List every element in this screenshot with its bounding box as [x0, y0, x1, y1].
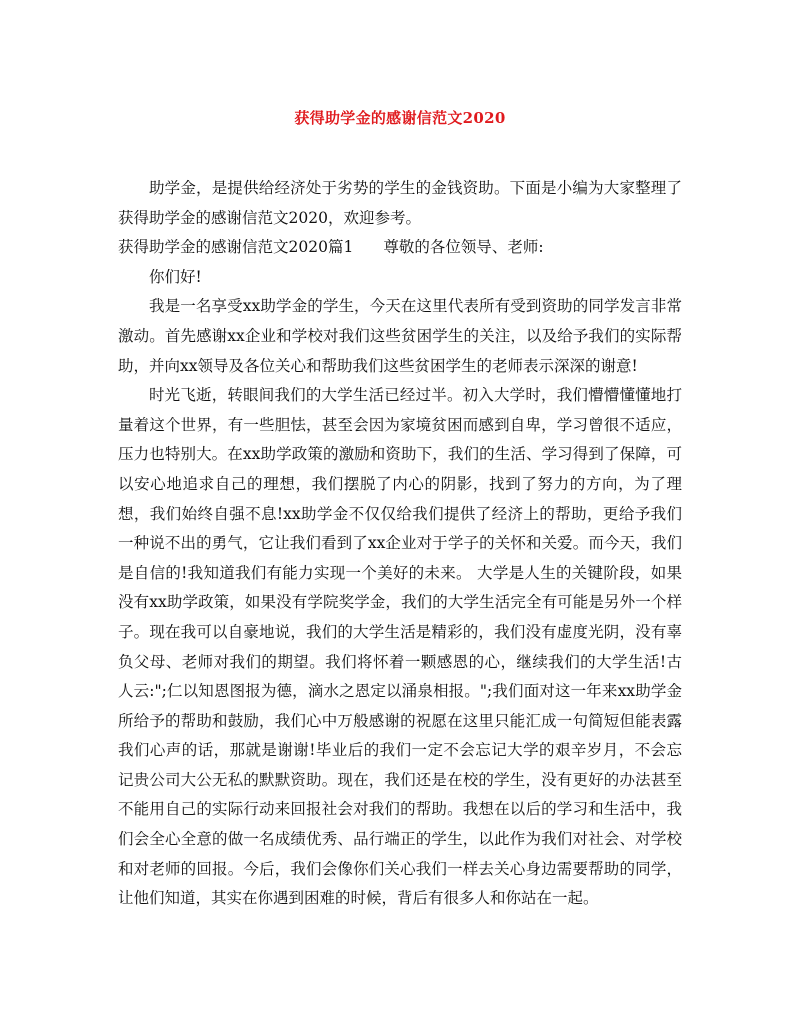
- greeting: 你们好!: [149, 267, 202, 286]
- body-paragraph-2: 时光飞逝，转眼间我们的大学生活已经过半。初入大学时，我们懵懵懂懂地打量着这个世界，有一些胆怯，甚至会因为家境贫困而感到自卑，学习曾很不适应，压力也特别大。在xx助学政策的激励和资助下，我们的生活、学习得到了保障，可以安心地追求自己的理想，我们摆脱了内心的阴影，找到了努力的方向，为了理想，我们始终自强不息!xx助学金不仅仅给我们提供了经济上的帮助，更给予我们一种说不出的勇气，它让我们看到了xx企业对于学子的关怀和关爱。而今天，我们是自信的!我知道我们有能力实现一个美好的未来。 大学是人生的关键阶段，如果没有xx助学政策，如果没有学院奖学金，我们的大学生活完全有可能是另外一个样子。现在我可以自豪地说，我们的大学生活是精彩的，我们没有虚度光阴，没有辜负父母、老师对我们的期望。我们将怀着一颗感恩的心，继续我们的大学生活!古人云:";仁以知恩图报为德，滴水之恩定以涌泉相报。";我们面对这一年来xx助学金所给予的帮助和鼓励，我们心中万般感谢的祝愿在这里只能汇成一句简短但能表露我们心声的话，那就是谢谢!毕业后的我们一定不会忘记大学的艰辛岁月，不会忘记贵公司大公无私的默默资助。现在，我们还是在校的学生，没有更好的办法甚至不能用自己的实际行动来回报社会对我们的帮助。我想在以后的学习和生活中，我们会全心全意的做一名成绩优秀、品行端正的学生，以此作为我们对社会、对学校和对老师的回报。今后，我们会像你们关心我们一样去关心身边需要帮助的同学，让他们知道，其实在你遇到困难的时候，背后有很多人和你站在一起。: [118, 386, 682, 908]
- intro-paragraph: 助学金，是提供给经济处于劣势的学生的金钱资助。下面是小编为大家整理了获得助学金的感谢信范文2020，欢迎参考。: [118, 179, 682, 227]
- section-heading: 获得助学金的感谢信范文2020篇1: [118, 238, 354, 257]
- section-heading-line: [118, 233, 682, 263]
- document-title: 获得助学金的感谢信范文2020: [294, 109, 506, 127]
- salutation: 尊敬的各位领导、老师:: [383, 238, 544, 257]
- body-paragraph-1: 我是一名享受xx助学金的学生，今天在这里代表所有受到资助的同学发言非常激动。首先感谢xx企业和学校对我们这些贫困学生的关注，以及给予我们的实际帮助，并向xx领导及各位关心和帮助我们这些贫困学生的老师表示深深的谢意!: [118, 297, 682, 375]
- document-page: [118, 0, 682, 914]
- document-body: [118, 174, 682, 914]
